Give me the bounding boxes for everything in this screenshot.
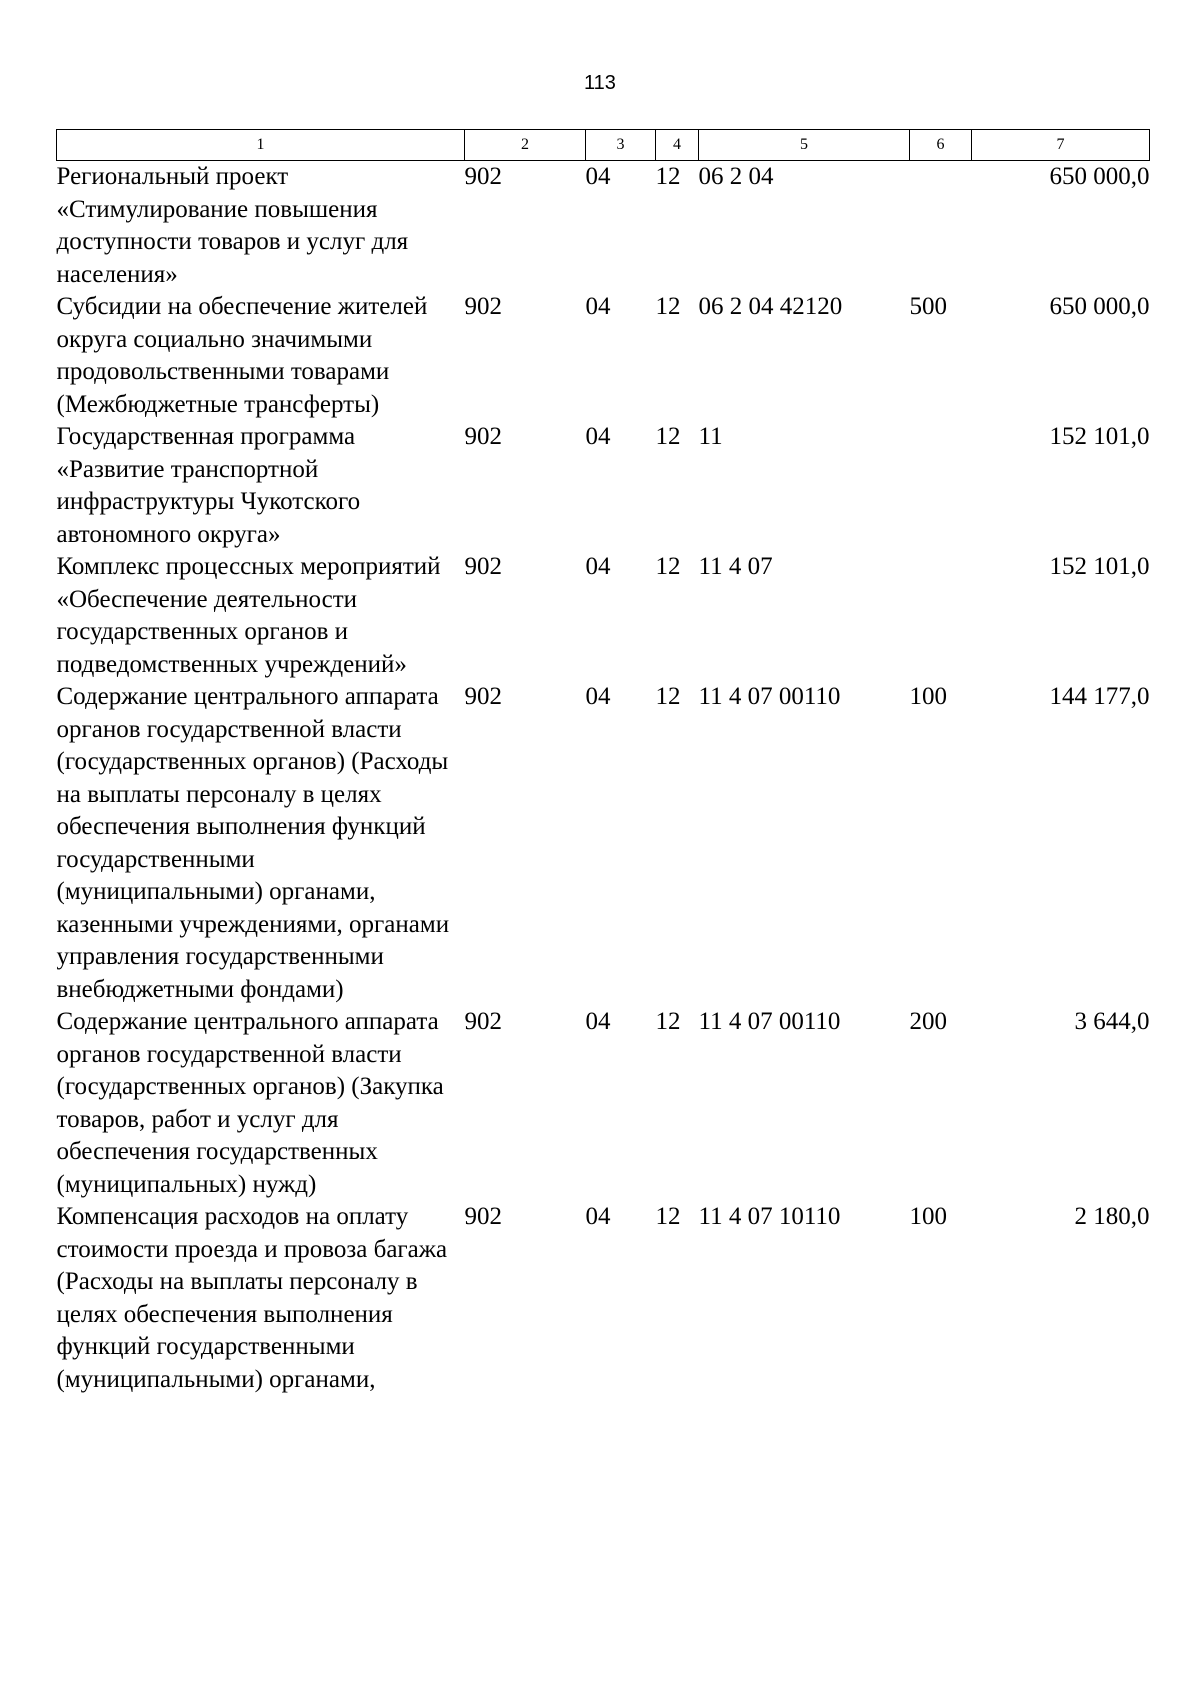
row-expense-type: [910, 161, 972, 292]
row-section-code: 04: [585, 683, 611, 710]
table-body: [57, 161, 1150, 1397]
row-article-code: 11: [698, 423, 723, 450]
header-cell-subsection: 4: [656, 130, 699, 161]
row-article-code: 11 4 07 10110: [698, 1203, 841, 1230]
row-section-code: 04: [585, 1203, 611, 1230]
row-ministry-code: 902: [464, 1008, 502, 1035]
row-subsection-code: 12: [655, 1203, 681, 1230]
row-amount: 2 180,0: [1074, 1203, 1150, 1230]
row-ministry-code: 902: [464, 163, 502, 190]
row-subsection-code: 12: [655, 553, 681, 580]
row-article-code: 11 4 07 00110: [698, 683, 841, 710]
table-row: [57, 291, 1150, 421]
row-expense-type: 100: [909, 683, 947, 710]
row-amount: 3 644,0: [1074, 1008, 1150, 1035]
row-subsection-code: 12: [655, 423, 681, 450]
row-subsection-code: 12: [655, 1008, 681, 1035]
row-name: Содержание центрального аппарата органов государственной власти (государственных органов) (Закупка товаров, работ и услуг для обеспечения государственных (муниципальных) нужд): [56, 1008, 444, 1198]
header-row: [57, 130, 1150, 161]
table-row: [57, 1201, 1150, 1396]
row-expense-type: 500: [909, 293, 947, 320]
header-cell-section: 3: [586, 130, 656, 161]
row-section-code: 04: [585, 553, 611, 580]
row-amount: 152 101,0: [1049, 423, 1150, 450]
header-cell-expense-type: 6: [910, 130, 972, 161]
row-article-code: 06 2 04 42120: [698, 293, 843, 320]
row-expense-type: [910, 551, 972, 681]
row-subsection-code: 12: [655, 163, 681, 190]
row-amount: 650 000,0: [1049, 163, 1150, 190]
row-ministry-code: 902: [464, 293, 502, 320]
row-article-code: 11 4 07: [698, 553, 773, 580]
row-ministry-code: 902: [464, 1203, 502, 1230]
row-subsection-code: 12: [655, 683, 681, 710]
row-name: Субсидии на обеспечение жителей округа социально значимыми продовольственными товарами (Межбюджетные трансферты): [56, 293, 428, 418]
row-ministry-code: 902: [464, 423, 502, 450]
page-number: 113: [584, 72, 616, 94]
row-amount: 144 177,0: [1049, 683, 1150, 710]
table-row: [57, 551, 1150, 681]
row-ministry-code: 902: [464, 683, 502, 710]
row-section-code: 04: [585, 293, 611, 320]
budget-table: [56, 129, 1150, 1396]
table-row: [57, 1006, 1150, 1201]
row-amount: 650 000,0: [1049, 293, 1150, 320]
row-section-code: 04: [585, 163, 611, 190]
row-subsection-code: 12: [655, 293, 681, 320]
row-expense-type: [910, 421, 972, 551]
table-row: [57, 681, 1150, 1006]
row-expense-type: 100: [909, 1203, 947, 1230]
row-name: Компенсация расходов на оплату стоимости проезда и провоза багажа (Расходы на выплаты персоналу в целях обеспечения выполнения функций государственными (муниципальными) органами,: [56, 1203, 448, 1393]
row-amount: 152 101,0: [1049, 553, 1150, 580]
header-cell-ministry: 2: [465, 130, 586, 161]
header-cell-name: 1: [57, 130, 465, 161]
row-name: Содержание центрального аппарата органов государственной власти (государственных органов) (Расходы на выплаты персоналу в целях обеспечения выполнения функций государственными (муниципальными) органами, казенными учреждениями, органами управления государственными внебюджетными фондами): [56, 683, 450, 1003]
row-article-code: 11 4 07 00110: [698, 1008, 841, 1035]
table-header: [57, 130, 1150, 161]
header-cell-article: 5: [699, 130, 910, 161]
header-cell-amount: 7: [972, 130, 1150, 161]
table-row: [57, 161, 1150, 292]
row-section-code: 04: [585, 423, 611, 450]
row-name: Комплекс процессных мероприятий «Обеспечение деятельности государственных органов и подведомственных учреждений»: [56, 553, 441, 678]
row-article-code: 06 2 04: [698, 163, 774, 190]
row-name: Региональный проект «Стимулирование повышения доступности товаров и услуг для населения»: [56, 163, 409, 288]
table-row: [57, 421, 1150, 551]
row-expense-type: 200: [909, 1008, 947, 1035]
row-name: Государственная программа «Развитие транспортной инфраструктуры Чукотского автономного округа»: [56, 423, 361, 548]
row-section-code: 04: [585, 1008, 611, 1035]
row-ministry-code: 902: [464, 553, 502, 580]
